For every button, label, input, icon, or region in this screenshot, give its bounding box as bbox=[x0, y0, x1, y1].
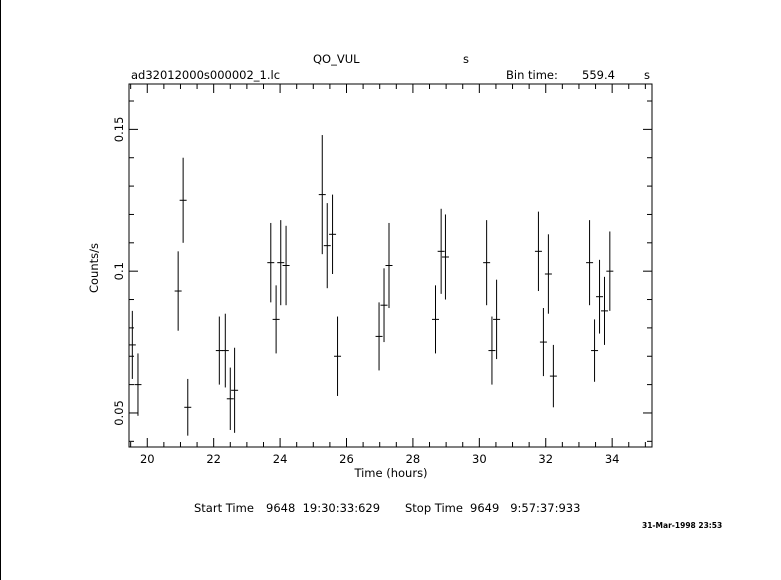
data-point bbox=[432, 285, 439, 353]
start-time-value: 9648 19:30:33:629 bbox=[266, 501, 381, 515]
x-tick-label: 30 bbox=[472, 452, 487, 466]
x-tick-label: 20 bbox=[139, 452, 155, 466]
data-point bbox=[550, 345, 557, 407]
file-name: ad32012000s000002_1.lc bbox=[131, 68, 281, 82]
x-tick-label: 32 bbox=[538, 452, 554, 466]
data-point bbox=[134, 353, 141, 415]
y-axis-label: Counts/s bbox=[87, 242, 101, 294]
data-point bbox=[540, 308, 547, 376]
data-point bbox=[267, 223, 274, 302]
data-point bbox=[283, 226, 290, 305]
data-point bbox=[381, 268, 388, 342]
data-point bbox=[376, 302, 383, 370]
data-point bbox=[596, 260, 603, 334]
data-point bbox=[180, 158, 187, 243]
x-tick-label: 22 bbox=[206, 452, 221, 466]
data-point bbox=[535, 212, 542, 291]
data-point bbox=[277, 220, 284, 305]
data-point bbox=[334, 317, 341, 396]
data-point bbox=[175, 251, 182, 330]
x-tick-label: 28 bbox=[405, 452, 421, 466]
x-tick-label: 24 bbox=[272, 452, 288, 466]
data-point bbox=[184, 379, 191, 436]
data-point bbox=[222, 314, 229, 388]
data-point bbox=[586, 220, 593, 305]
data-point bbox=[438, 209, 445, 294]
data-point bbox=[601, 277, 608, 345]
data-point bbox=[483, 220, 490, 305]
start-time-label: Start Time bbox=[194, 501, 254, 515]
date-stamp: 31-Mar-1998 23:53 bbox=[642, 521, 723, 530]
data-point bbox=[319, 135, 326, 254]
data-point bbox=[324, 203, 331, 288]
data-point bbox=[231, 348, 238, 433]
chart-title: QO_VUL bbox=[313, 52, 360, 66]
data-point bbox=[493, 280, 500, 359]
data-point bbox=[386, 223, 393, 308]
data-point bbox=[329, 195, 336, 274]
y-tick-label: 0.05 bbox=[112, 400, 126, 426]
x-tick-label: 26 bbox=[339, 452, 354, 466]
data-point bbox=[129, 311, 136, 379]
x-axis-label: Time (hours) bbox=[354, 466, 428, 480]
title-suffix: s bbox=[463, 52, 469, 66]
y-tick-label: 0.1 bbox=[112, 262, 126, 281]
bin-time-value: 559.4 bbox=[582, 68, 615, 82]
stop-time-label: Stop Time bbox=[405, 501, 463, 515]
data-point bbox=[606, 231, 613, 310]
data-points bbox=[129, 135, 614, 436]
x-tick-label: 34 bbox=[604, 452, 620, 466]
y-tick-label: 0.15 bbox=[112, 116, 126, 143]
data-point bbox=[273, 285, 280, 353]
data-point bbox=[227, 368, 234, 430]
data-point bbox=[442, 214, 449, 299]
bin-time-label: Bin time: bbox=[506, 68, 558, 82]
bin-time-unit: s bbox=[644, 68, 650, 82]
data-point bbox=[488, 317, 495, 385]
data-point bbox=[216, 317, 223, 385]
data-point bbox=[591, 319, 598, 381]
stop-time-value: 9649 9:57:37:933 bbox=[470, 501, 581, 515]
data-point bbox=[545, 234, 552, 313]
